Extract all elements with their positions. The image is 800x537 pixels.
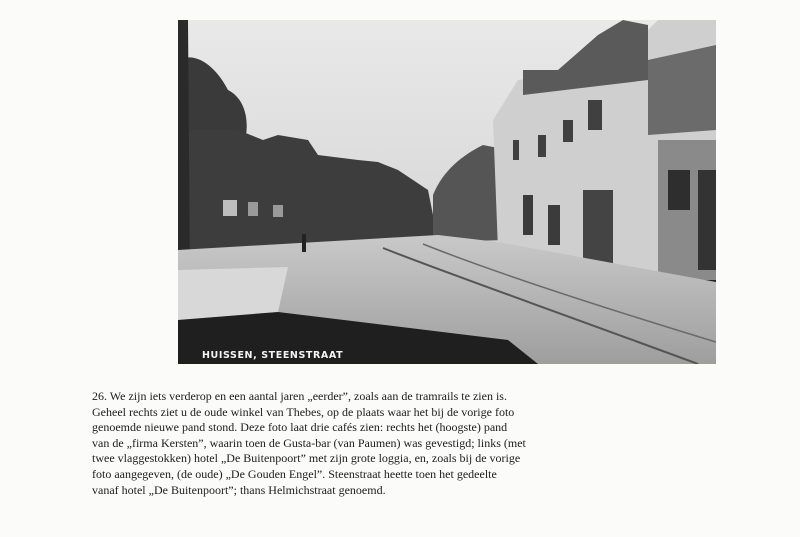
photo-caption: HUISSEN, STEENSTRAAT xyxy=(202,350,344,361)
text-line: foto aangegeven, (de oude) „De Gouden Engel”. Steenstraat heette toen het gedeelte xyxy=(92,466,497,481)
text-line: 26. We zijn iets verderop en een aantal jaren „eerder”, zoals aan de tramrails te zien is. xyxy=(92,389,507,403)
historic-street-photo xyxy=(178,20,716,364)
text-line: van de „firma Kersten”, waarin toen de Gusta-bar (van Paumen) was gevestigd; links (met xyxy=(92,435,526,450)
text-line: genoemde nieuwe pand stond. Deze foto laat drie cafés zien: rechts het (hoogste) pand xyxy=(92,420,508,435)
text-line: Geheel rechts ziet u de oude winkel van Thebes, op de plaats waar het bij de vorige foto xyxy=(92,404,515,419)
text-line: vanaf hotel „De Buitenpoort”; thans Helmichstraat genoemd. xyxy=(92,482,386,497)
photo-drawing xyxy=(178,20,716,364)
text-line: twee vlaggestokken) hotel „De Buitenpoort” met zijn grote loggia, en, zoals bij de vorige xyxy=(92,451,521,466)
sidewalk xyxy=(178,267,288,320)
caption-paragraph xyxy=(92,389,592,498)
